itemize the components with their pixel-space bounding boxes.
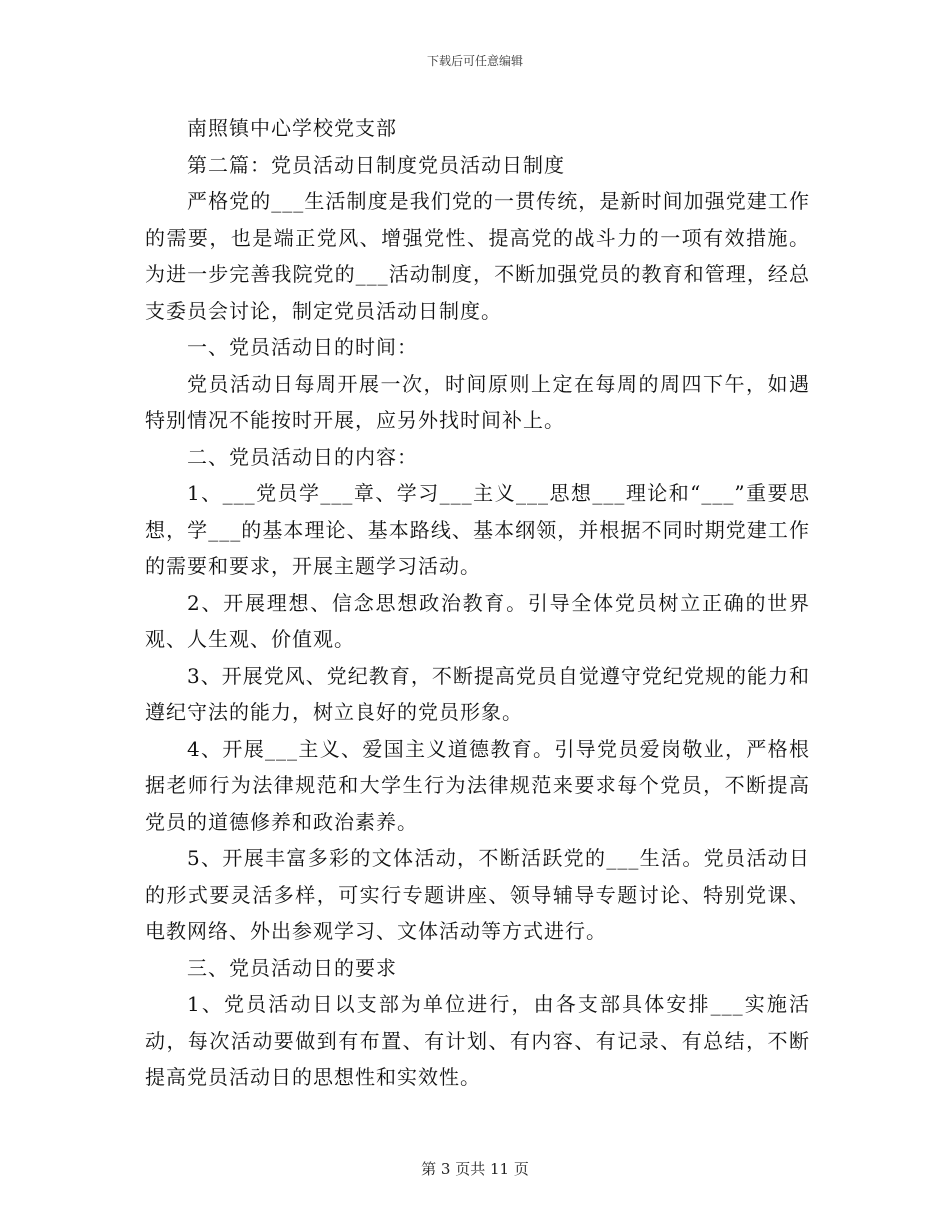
- paragraph-content-item-1: 1、___党员学___章、学习___主义___思想___理论和“___”重要思想，学___的基本理论、基本路线、基本纲领，并根据不同时期党建工作的需要和要求，开展主题学习活动。: [145, 481, 810, 578]
- paragraph-intro: 严格党的___生活制度是我们党的一贯传统，是新时间加强党建工作的需要，也是端正党风、增强党性、提高党的战斗力的一项有效措施。为进一步完善我院党的___活动制度，不断加强党员的教育和管理，经总支委员会讨论，制定党员活动日制度。: [145, 189, 810, 323]
- paragraph-content-item-3: 3、开展党风、党纪教育，不断提高党员自觉遵守党纪党规的能力和遵纪守法的能力，树立良好的党员形象。: [145, 663, 810, 724]
- section-heading-content: 二、党员活动日的内容：: [187, 444, 418, 469]
- paragraph-time: 党员活动日每周开展一次，时间原则上定在每周的周四下午，如遇特别情况不能按时开展，应另外找时间补上。: [145, 371, 810, 432]
- paragraph-content-item-4: 4、开展___主义、爱国主义道德教育。引导党员爱岗敬业，严格根据老师行为法律规范和大学生行为法律规范来要求每个党员，不断提高党员的道德修养和政治素养。: [145, 736, 810, 834]
- page-footer: 第 3 页共 11 页: [421, 1160, 529, 1178]
- paragraph-chapter-title: 第二篇：党员活动日制度党员活动日制度: [187, 152, 565, 177]
- paragraph-school-branch: 南照镇中心学校党支部: [187, 116, 397, 140]
- document-body: [145, 110, 810, 1096]
- paragraph-content-item-5: 5、开展丰富多彩的文体活动，不断活跃党的___生活。党员活动日的形式要灵活多样，可实行专题讲座、领导辅导专题讨论、特别党课、电教网络、外出参观学习、文体活动等方式进行。: [145, 846, 810, 943]
- paragraph-content-item-2: 2、开展理想、信念思想政治教育。引导全体党员树立正确的世界观、人生观、价值观。: [145, 590, 810, 651]
- page-header: 下载后可任意编辑: [426, 54, 523, 68]
- section-heading-requirements: 三、党员活动日的要求: [187, 955, 397, 980]
- section-heading-time: 一、党员活动日的时间：: [187, 335, 418, 359]
- paragraph-requirement-item-1: 1、党员活动日以支部为单位进行，由各支部具体安排___实施活动，每次活动要做到有布置、有计划、有内容、有记录、有总结，不断提高党员活动日的思想性和实效性。: [145, 992, 810, 1089]
